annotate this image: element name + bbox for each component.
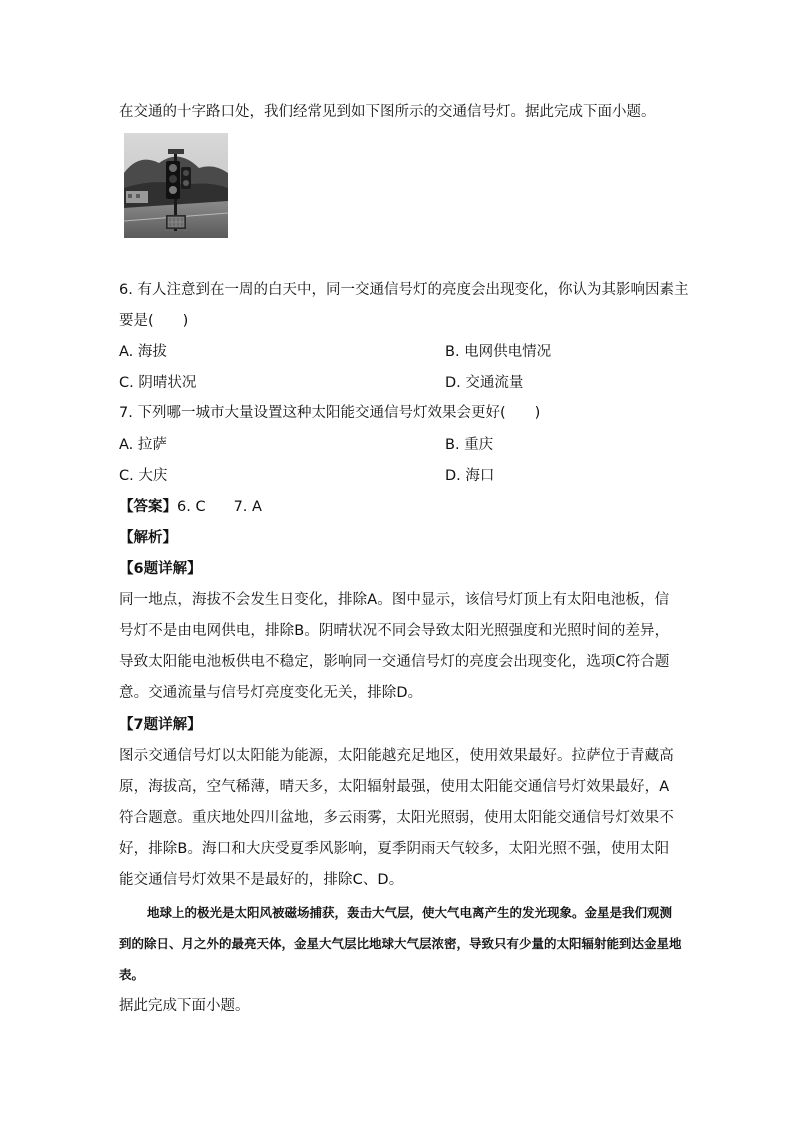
answer-line [119,497,262,517]
q7-option-c: C. 大庆 [119,468,168,484]
q6-stem-line2: 要是( ) [119,313,189,329]
q6-stem-line1: 6. 有人注意到在一周的白天中，同一交通信号灯的亮度会出现变化，你认为其影响因素主 [119,282,689,298]
answer-label: 【答案】 [119,499,177,515]
analysis-label: 【解析】 [119,530,177,546]
answer-q7: 7. A [233,499,262,515]
q6-option-c: C. 阴晴状况 [119,375,197,391]
detail6-text: 同一地点，海拔不会发生日变化，排除A。图中显示，该信号灯顶上有太阳电池板，信号灯不是由电网供电，排除B。阴晴状况不同会导致太阳光照强度和光照时间的差异，导致太阳能电池板供电不稳定，影响同一交通信号灯的亮度会出现变化，选项C符合题意。交通流量与信号灯亮度变化无关，排除D。 [119,592,670,701]
q6-option-d: D. 交通流量 [445,375,524,391]
traffic-light-photo [124,133,228,238]
q6-option-b: B. 电网供电情况 [445,344,552,360]
q7-option-a: A. 拉萨 [119,437,167,453]
q7-option-b: B. 重庆 [445,437,494,453]
q7-stem: 7. 下列哪一城市大量设置这种太阳能交通信号灯效果会更好( ) [119,405,541,421]
outro-text: 据此完成下面小题。 [119,998,250,1014]
q6-option-a: A. 海拔 [119,344,167,360]
detail7-label: 【7题详解】 [119,717,202,733]
detail6-label: 【6题详解】 [119,561,202,577]
q7-option-d: D. 海口 [445,468,495,484]
answer-q6: 6. C [177,499,206,515]
intro-text: 在交通的十字路口处，我们经常见到如下图所示的交通信号灯。据此完成下面小题。 [119,104,656,120]
reading-passage: 地球上的极光是太阳风被磁场捕获，轰击大气层，使大气电离产生的发光现象。金星是我们观测到的除日、月之外的最亮天体，金星大气层比地球大气层浓密，导致只有少量的太阳辐射能到达金星地表。 [119,905,682,982]
detail7-text: 图示交通信号灯以太阳能为能源，太阳能越充足地区，使用效果最好。拉萨位于青藏高原，海拔高，空气稀薄，晴天多，太阳辐射最强，使用太阳能交通信号灯效果最好，A符合题意。重庆地处四川盆地，多云雨雾，太阳光照弱，使用太阳能交通信号灯效果不好，排除B。海口和大庆受夏季风影响，夏季阴雨天气较多，太阳光照不强，使用太阳能交通信号灯效果不是最好的，排除C、D。 [119,748,674,888]
